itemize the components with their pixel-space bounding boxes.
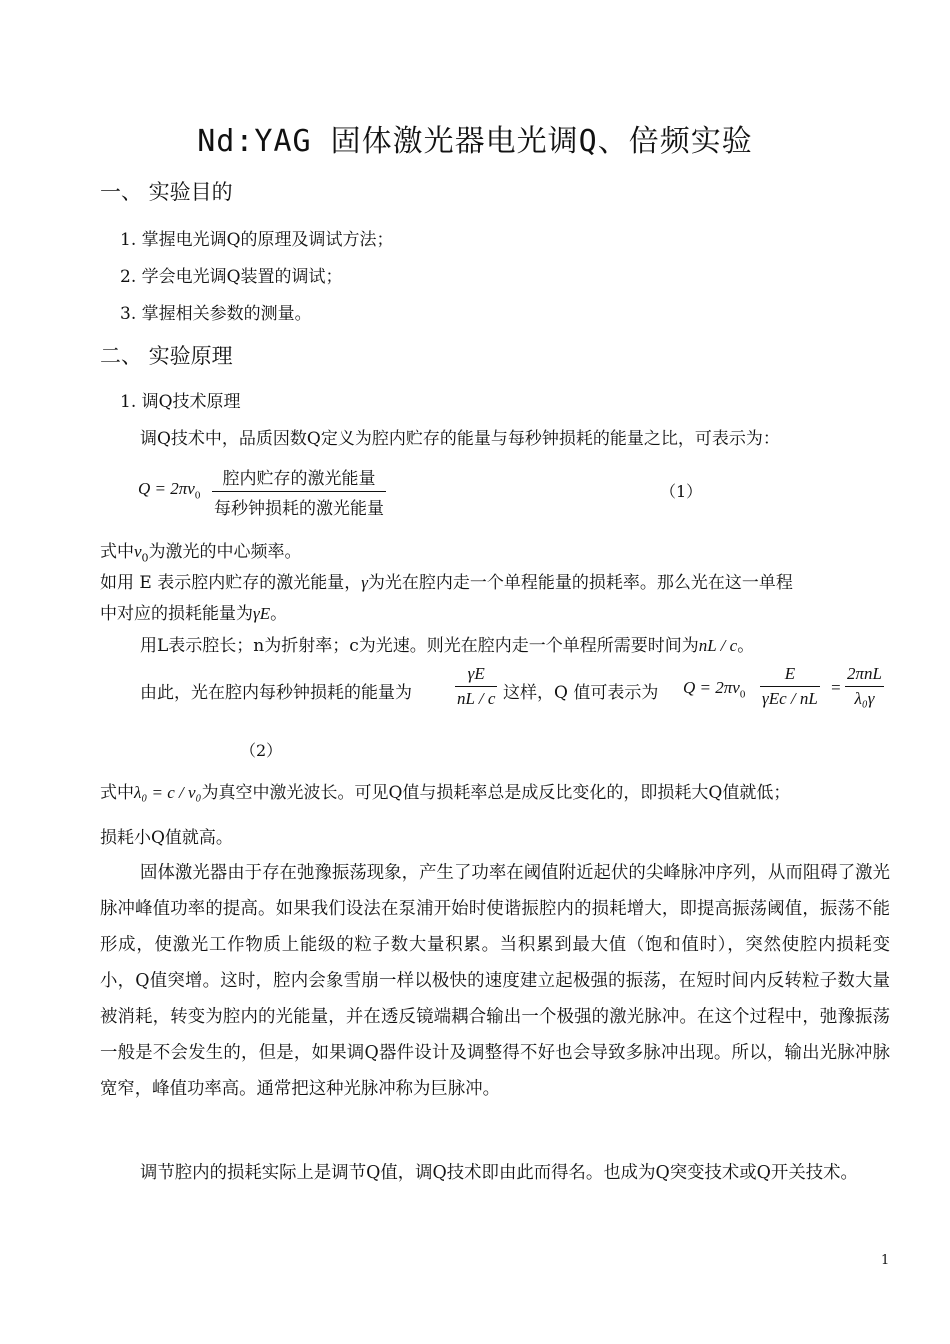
equation-1-lhs: $Q = 2\pi\nu_0$ [138, 479, 201, 502]
page-number: 1 [881, 1253, 890, 1268]
list-item-3: 3. 掌握相关参数的测量。 [120, 304, 312, 324]
paragraph-loss-rate-line2: 中对应的损耗能量为γE。 [100, 604, 288, 624]
list-item-2: 2. 学会电光调Q装置的调试； [120, 267, 343, 287]
equation-1-fraction [212, 464, 386, 519]
equation-1-denominator: 每秒钟损耗的激光能量 [212, 491, 386, 519]
equation-2-equals: = [830, 678, 842, 697]
section-heading-2: 二、 实验原理 [100, 344, 233, 368]
paragraph-wavelength: 式中λ₀ = c / ν₀为真空中激光波长。可见Q值与损耗率总是成反比变化的，即损耗大Q值就低； [100, 783, 791, 803]
paragraph-q-definition: 调Q技术中，品质因数Q定义为腔内贮存的能量与每秒钟损耗的能量之比，可表示为： [140, 429, 780, 449]
paragraph-loss-energy: 由此，光在腔内每秒钟损耗的能量为 [140, 683, 412, 703]
equation-2-lhs: $Q = 2\pi\nu_0$ [683, 678, 746, 701]
page-title: Nd:YAG 固体激光器电光调Q、倍频实验 [197, 124, 753, 159]
paragraph-loss-rate-line1: 如用 E 表示腔内贮存的激光能量，γ为光在腔内走一个单程能量的损耗率。那么光在这一单程 [100, 573, 793, 593]
equation-2-fraction-1: E γEc / nL [762, 664, 818, 708]
equation-1-numerator: 腔内贮存的激光能量 [222, 469, 376, 489]
paragraph-q-expression: 这样，Q 值可表示为 [503, 683, 659, 703]
section-heading-1: 一、 实验目的 [100, 180, 233, 204]
equation-2-fraction-2: 2πnL λ₀γ [847, 664, 882, 708]
fraction-gamma-e: $\frac{\gamma E}{nL / c}$ [457, 664, 496, 708]
paragraph-center-frequency: 式中$\nu_0$为激光的中心频率。 [100, 542, 302, 565]
equation-1-label: （1） [660, 482, 703, 501]
list-item-1: 1. 掌握电光调Q的原理及调试方法； [120, 230, 394, 250]
subsection-heading: 1. 调Q技术原理 [120, 392, 241, 412]
paragraph-giant-pulse: 固体激光器由于存在弛豫振荡现象，产生了功率在阈值附近起伏的尖峰脉冲序列，从而阻碍了激光脉冲峰值功率的提高。如果我们设法在泵浦开始时使谐振腔内的损耗增大，即提高振荡阈值，振荡不能形成，使激光工作物质上能级的粒子数大量积累。当积累到最大值（饱和值时），突然使腔内损耗变小，Q值突增。这时，腔内会象雪崩一样以极快的速度建立起极强的振荡，在短时间内反转粒子数大量被消耗，转变为腔内的光能量，并在透反镜端耦合输出一个极强的激光脉冲。在这个过程中，弛豫振荡一般是不会发生的，但是，如果调Q器件设计及调整得不好也会导致多脉冲出现。所以，输出光脉冲脉宽窄，峰值功率高。通常把这种光脉冲称为巨脉冲。 [100, 863, 890, 1099]
paragraph-cavity-length: 用L表示腔长；n为折射率；c为光速。则光在腔内走一个单程所需要时间为nL / c。 [140, 636, 755, 656]
paragraph-q-switch: 调节腔内的损耗实际上是调节Q值，调Q技术即由此而得名。也成为Q突变技术或Q开关技术。 [140, 1163, 858, 1183]
paragraph-wavelength-cont: 损耗小Q值就高。 [100, 828, 233, 848]
equation-2-label: （2） [240, 741, 283, 760]
